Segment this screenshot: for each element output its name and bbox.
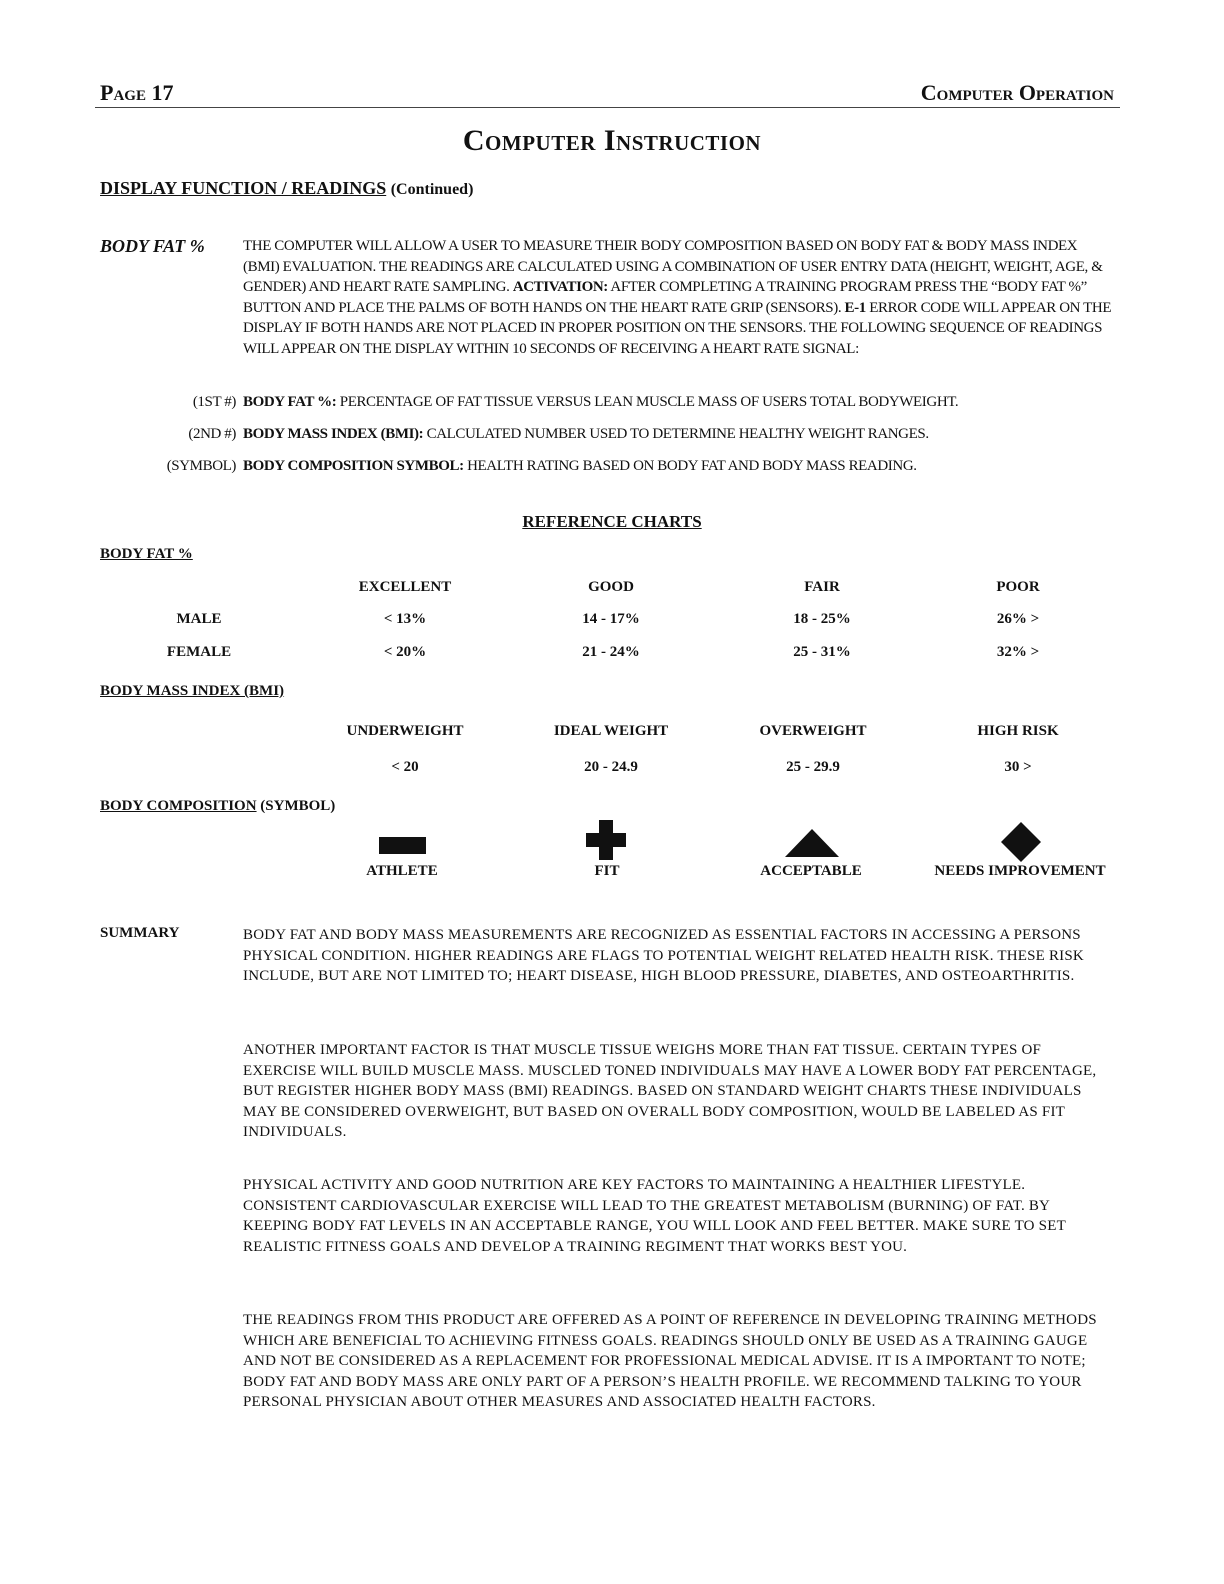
reference-charts-title: REFERENCE CHARTS [522, 512, 702, 531]
section-heading [100, 178, 473, 199]
section-continued: (Continued) [390, 181, 474, 198]
sequence-label-2: BODY MASS INDEX (BMI): [243, 426, 424, 442]
bmi-ideal-weight-value: 20 - 24.9 [584, 759, 638, 775]
body-fat-description [243, 236, 1113, 360]
bmi-col-high-risk: HIGH RISK [977, 723, 1059, 739]
bmi-underweight-value: < 20 [391, 759, 419, 775]
symbol-label-fit: FIT [594, 863, 620, 879]
bmi-overweight-value: 25 - 29.9 [786, 759, 840, 775]
female-fair: 25 - 31% [793, 644, 851, 660]
summary-paragraph-2: ANOTHER IMPORTANT FACTOR IS THAT MUSCLE TISSUE WEIGHS MORE THAN FAT TISSUE. CERTAIN TYPES OF EXERCISE WILL BUILD MUSCLE MASS. MUSCLED TONED INDIVIDUALS MAY HAVE A LOWER BODY FAT PERCENTAGE, BUT REGISTER HIGHER BODY MASS (BMI) READINGS. BASED ON STANDARD WEIGHT CHARTS THESE INDIVIDUALS MAY BE CONSIDERED OVERWEIGHT, BUT BASED ON OVERALL BODY COMPOSITION, WOULD BE LABELED AS FIT INDIVIDUALS. [243, 1042, 1097, 1141]
body-composition-heading-suffix: (SYMBOL) [260, 798, 336, 814]
body-fat-label: BODY FAT % [100, 236, 205, 256]
bmi-table-heading: BODY MASS INDEX (BMI) [100, 683, 285, 699]
error-code-label: E-1 [844, 299, 866, 316]
bmi-high-risk-value: 30 > [1004, 759, 1032, 775]
summary-paragraph-1: BODY FAT AND BODY MASS MEASUREMENTS ARE RECOGNIZED AS ESSENTIAL FACTORS IN ACCESSING A PERSONS PHYSICAL CONDITION. HIGHER READINGS ARE FLAGS TO POTENTIAL WEIGHT RELATED HEALTH RISK. THESE RISK INCLUDE, BUT ARE NOT LIMITED TO; HEART DISEASE, HIGH BLOOD PRESSURE, DIABETES, AND OSTEOARTHRITIS. [243, 927, 1084, 985]
summary-paragraph-4: THE READINGS FROM THIS PRODUCT ARE OFFERED AS A POINT OF REFERENCE IN DEVELOPING TRAINING METHODS WHICH ARE BENEFICIAL TO ACHIEVING FITNESS GOALS. READINGS SHOULD ONLY BE USED AS A TRAINING GAUGE AND NOT BE CONSIDERED AS A REPLACEMENT FOR PROFESSIONAL MEDICAL ADVISE. IT IS A IMPORTANT TO NOTE; BODY FAT AND BODY MASS ARE ONLY PART OF A PERSON’S HEALTH PROFILE. WE RECOMMEND TALKING TO YOUR PERSONAL PHYSICIAN ABOUT OTHER MEASURES AND ASSOCIATED HEALTH FACTORS. [243, 1312, 1097, 1411]
female-good: 21 - 24% [582, 644, 640, 660]
body-fat-col-fair: FAIR [804, 579, 840, 595]
sequence-label-1: BODY FAT %: [243, 394, 337, 410]
chapter-title: Computer Operation [920, 80, 1114, 105]
body-fat-col-good: GOOD [588, 579, 634, 595]
plus-icon [586, 820, 626, 860]
sequence-item-1 [243, 394, 1123, 411]
male-fair: 18 - 25% [793, 611, 851, 627]
sequence-item-3 [243, 458, 1123, 475]
body-fat-para-2: AFTER COMPLETING A TRAINING PROGRAM PRESS THE “BODY FAT %” BUTTON AND PLACE THE PALMS OF BOTH HANDS ON THE HEART RATE GRIP (SENSORS). [243, 279, 1087, 316]
bmi-col-ideal-weight: IDEAL WEIGHT [553, 723, 669, 739]
sequence-text-2: CALCULATED NUMBER USED TO DETERMINE HEALTHY WEIGHT RANGES. [426, 426, 929, 442]
symbol-label-acceptable: ACCEPTABLE [760, 863, 862, 879]
summary-paragraph-3: PHYSICAL ACTIVITY AND GOOD NUTRITION ARE KEY FACTORS TO MAINTAINING A HEALTHIER LIFESTYLE. CONSISTENT CARDIOVASCULAR EXERCISE WILL LEAD TO THE GREATEST METABOLISM (BURNING) OF FAT. BY KEEPING BODY FAT LEVELS IN AN ACCEPTABLE RANGE, YOU WILL LOOK AND FEEL BETTER. MAKE SURE TO SET REALISTIC FITNESS GOALS AND DEVELOP A TRAINING REGIMENT THAT WORKS BEST YOU. [243, 1177, 1066, 1255]
page-title: Computer Instruction [462, 124, 762, 157]
activation-label: ACTIVATION: [512, 279, 608, 296]
sequence-tag-1: (1ST #) [192, 394, 236, 410]
section-heading-text: DISPLAY FUNCTION / READINGS [100, 178, 387, 198]
row-label-female: FEMALE [166, 644, 232, 660]
triangle-icon [784, 828, 840, 858]
female-poor: 32% > [996, 644, 1040, 660]
summary-label: SUMMARY [100, 925, 180, 941]
bmi-col-overweight: OVERWEIGHT [759, 723, 867, 739]
diamond-icon [1001, 822, 1041, 862]
body-fat-para-3: ERROR CODE WILL APPEAR ON THE DISPLAY IF BOTH HANDS ARE NOT PLACED IN PROPER POSITION ON THE SENSORS. THE FOLLOWING SEQUENCE OF READINGS WILL APPEAR ON THE DISPLAY WITHIN 10 SECONDS OF RECEIVING A HEART RATE SIGNAL: [243, 299, 1112, 357]
sequence-item-2 [243, 426, 1123, 443]
sequence-text-1: PERCENTAGE OF FAT TISSUE VERSUS LEAN MUSCLE MASS OF USERS TOTAL BODYWEIGHT. [339, 394, 959, 410]
symbol-label-needs-improvement: NEEDS IMPROVEMENT [934, 863, 1106, 879]
body-fat-col-excellent: EXCELLENT [358, 579, 452, 595]
dash-icon [379, 837, 426, 854]
sequence-tag-2: (2ND #) [188, 426, 236, 442]
sequence-text-3: HEALTH RATING BASED ON BODY FAT AND BODY MASS READING. [467, 458, 917, 474]
header-rule [95, 107, 1120, 108]
male-poor: 26% > [996, 611, 1040, 627]
male-excellent: < 13% [383, 611, 427, 627]
male-good: 14 - 17% [582, 611, 640, 627]
body-fat-table-heading: BODY FAT % [100, 546, 193, 562]
sequence-tag-3: (SYMBOL) [166, 458, 236, 474]
symbol-label-athlete: ATHLETE [366, 863, 438, 879]
page-number: Page 17 [100, 80, 174, 105]
row-label-male: MALE [176, 611, 222, 627]
body-composition-heading [100, 798, 335, 815]
female-excellent: < 20% [383, 644, 427, 660]
body-fat-para-1: THE COMPUTER WILL ALLOW A USER TO MEASURE THEIR BODY COMPOSITION BASED ON BODY FAT & BODY MASS INDEX (BMI) EVALUATION. THE READINGS ARE CALCULATED USING A COMBINATION OF USER ENTRY DATA (HEIGHT, WEIGHT, AGE, & GENDER) AND HEART RATE SAMPLING. [243, 238, 1103, 296]
body-fat-col-poor: POOR [996, 579, 1040, 595]
sequence-label-3: BODY COMPOSITION SYMBOL: [243, 458, 464, 474]
body-composition-heading-text: BODY COMPOSITION [100, 798, 257, 814]
bmi-col-underweight: UNDERWEIGHT [346, 723, 464, 739]
